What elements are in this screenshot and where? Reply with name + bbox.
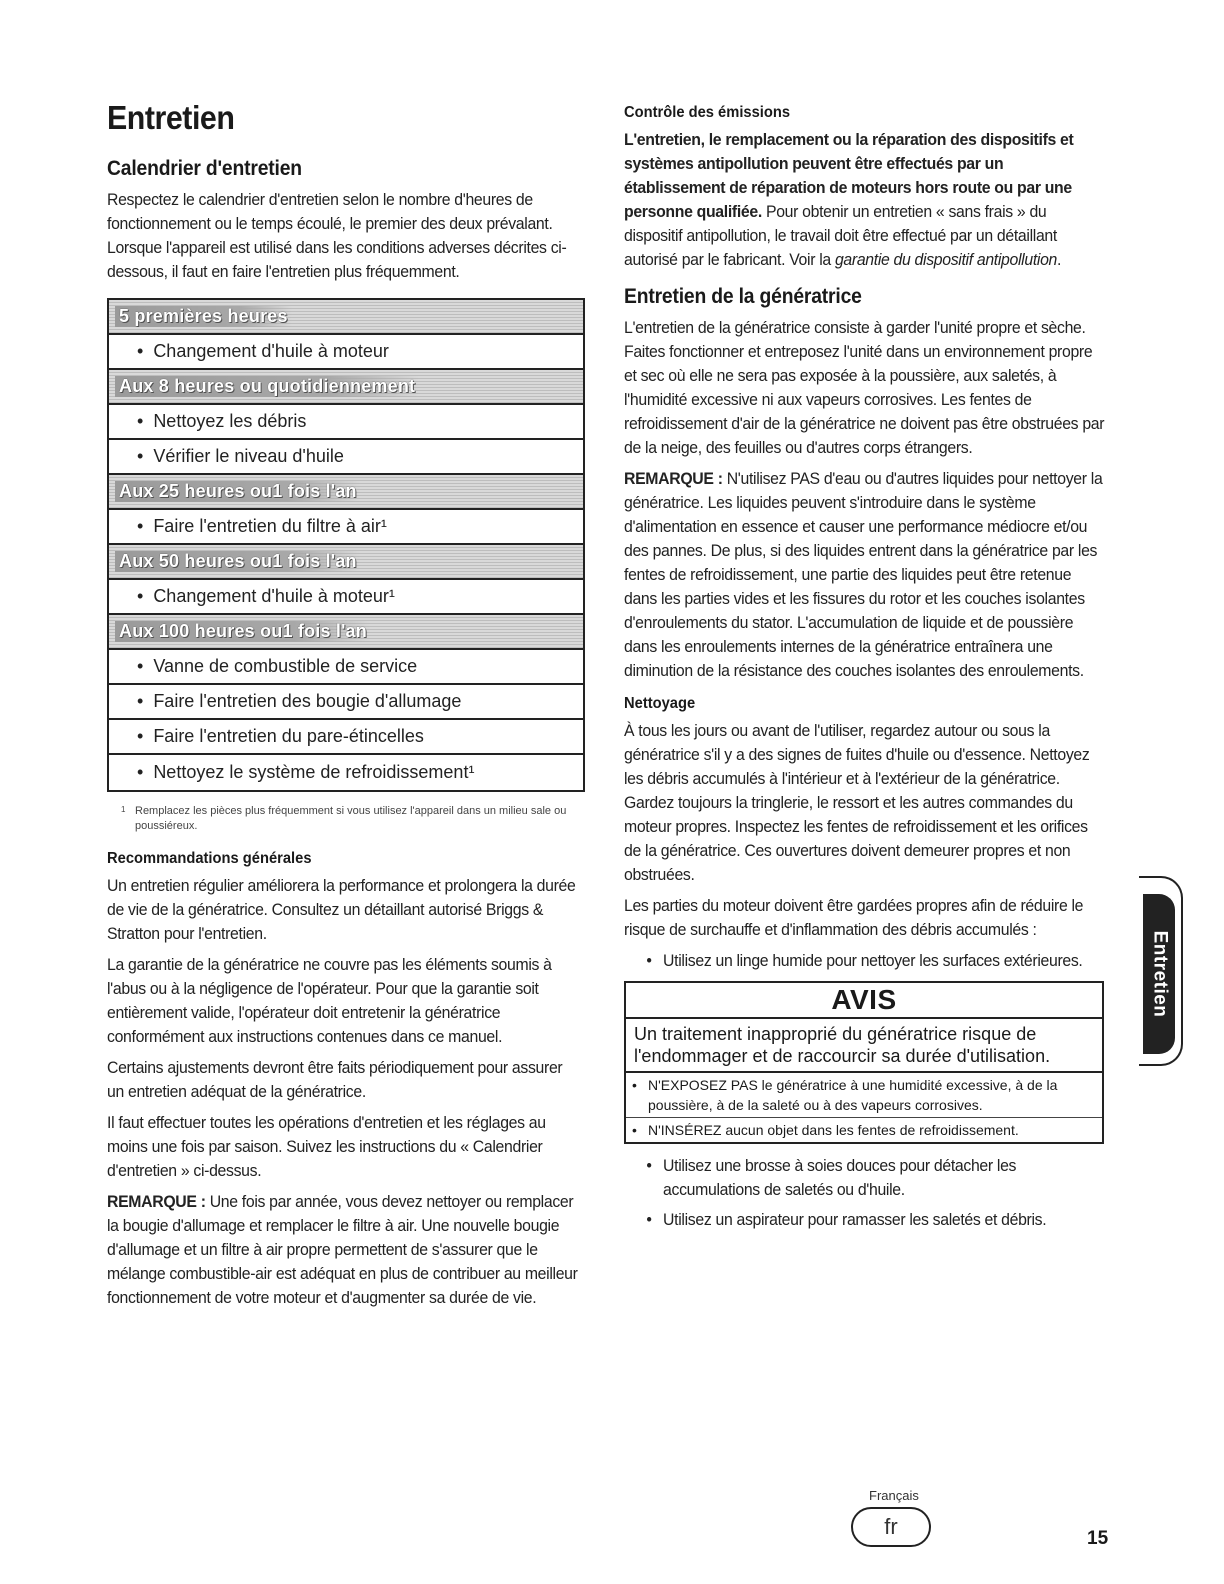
general-paragraph-2: La garantie de la génératrice ne couvre pas les éléments soumis à l'abus ou à la négligence de l'opérateur. Pour que la garantie soit entièrement valide, l'opérateur doit entretenir la génératrice conformément aux instructions contenues dans ce manuel. xyxy=(107,955,552,1046)
notice-item: • N'EXPOSEZ PAS le génératrice à une humidité excessive, à de la poussière, à de la saleté ou à des vapeurs corrosives. xyxy=(626,1073,1102,1118)
generator-paragraph: L'entretien de la génératrice consiste à garder l'unité propre et sèche. Faites fonctionner et entreposez l'unité dans un environnement propre et sec où elle ne sera pas exposée à la poussière, aux saletés, à l'humidité excessive ni aux vapeurs corrosives. Les fentes de refroidissement d'air de la génératrice ne doivent pas être obstruées par de la neige, des feuilles ou d'autres corps étrangers. xyxy=(624,318,1105,457)
note-label: REMARQUE : xyxy=(624,469,723,488)
note-label: REMARQUE : xyxy=(107,1192,206,1211)
cleaning-paragraph-1: À tous les jours ou avant de l'utiliser, regardez autour ou sous la génératrice s'il y a des signes de fuites d'huile ou d'essence. Nettoyez les débris accumulés à l'intérieur et à l'extérieur de la génératrice. Gardez toujours la tringlerie, le ressort et les autres commandes du moteur propres. Inspectez les fentes de refroidissement et les orifices de la génératrice. Ces ouvertures doivent demeurer propres et non obstruées. xyxy=(624,721,1090,884)
schedule-item: • Changement d'huile à moteur xyxy=(109,335,583,370)
page-number: 15 xyxy=(1087,1528,1109,1549)
cleaning-bullet: • Utilisez un aspirateur pour ramasser les saletés et débris. xyxy=(624,1208,1106,1232)
notice-box xyxy=(624,981,1104,1144)
schedule-header-100h: Aux 100 heures ou1 fois l'an xyxy=(109,615,583,650)
emissions-heading: Contrôle des émissions xyxy=(624,104,791,121)
schedule-heading: Calendrier d'entretien xyxy=(107,157,302,180)
general-recommendations-heading: Recommandations générales xyxy=(107,850,312,867)
cleaning-heading: Nettoyage xyxy=(624,695,696,712)
right-column xyxy=(624,102,1108,1238)
schedule-intro: Respectez le calendrier d'entretien selon le nombre d'heures de fonctionnement ou le temps écoulé, le premier des deux prévalant. Lorsque l'appareil est utilisé dans les conditions adverses décrites ci-dessous, il faut en faire l'entretien plus fréquemment. xyxy=(107,190,567,281)
schedule-footnote: 1 Remplacez les pièces plus fréquemment si vous utilisez l'appareil dans un milieu sale ou poussiéreux. xyxy=(121,804,585,834)
general-note: REMARQUE : Une fois par année, vous devez nettoyer ou remplacer la bougie d'allumage et remplacer le filtre à air. Une nouvelle bougie d'allumage et un filtre à air propre permettent de s'assurer que le mélange combustible-air est adéquat en plus de contribuer au meilleur fonctionnement de votre moteur et d'augmenter sa durée de vie. xyxy=(107,1192,578,1307)
language-label: Français xyxy=(869,1488,919,1503)
schedule-item: • Vanne de combustible de service xyxy=(109,650,583,685)
schedule-header-25h: Aux 25 heures ou1 fois l'an xyxy=(109,475,583,510)
notice-item: • N'INSÉREZ aucun objet dans les fentes de refroidissement. xyxy=(626,1118,1102,1142)
schedule-item: • Faire l'entretien des bougie d'allumage xyxy=(109,685,583,720)
side-tab-label: Entretien xyxy=(1149,930,1171,1018)
section-side-tab xyxy=(1139,876,1183,1066)
cleaning-bullet: • Utilisez une brosse à soies douces pour détacher les accumulations de saletés ou d'huile. xyxy=(624,1154,1106,1202)
schedule-item: • Nettoyez le système de refroidissement¹ xyxy=(109,755,583,790)
schedule-header-5h: 5 premières heures xyxy=(109,300,583,335)
page-title: Entretien xyxy=(107,99,235,136)
schedule-item: • Faire l'entretien du pare-étincelles xyxy=(109,720,583,755)
warranty-reference: garantie du dispositif antipollution xyxy=(834,250,1058,269)
general-paragraph-4: Il faut effectuer toutes les opérations d'entretien et les réglages au moins une fois par saison. Suivez les instructions du « Calendrier d'entretien » ci-dessus. xyxy=(107,1113,546,1180)
schedule-item: • Vérifier le niveau d'huile xyxy=(109,440,583,475)
schedule-item: • Nettoyez les débris xyxy=(109,405,583,440)
maintenance-schedule-table xyxy=(107,298,585,792)
general-paragraph-1: Un entretien régulier améliorera la performance et prolongera la durée de vie de la génératrice. Consultez un détaillant autorisé Briggs & Stratton pour l'entretien. xyxy=(107,876,576,943)
general-paragraph-3: Certains ajustements devront être faits périodiquement pour assurer un entretien adéquat de la génératrice. xyxy=(107,1058,563,1101)
generator-note: REMARQUE : N'utilisez PAS d'eau ou d'autres liquides pour nettoyer la génératrice. Les liquides peuvent s'introduire dans le système d'alimentation en essence et causer une performance médiocre et/ou des pannes. De plus, si des liquides entrent dans la génératrice par les fentes de refroidissement, une partie des liquides peut être retenue dans les parties vides et les fissures du rotor et les couches isolantes d'enroulements du stator. L'accumulation de liquide et de poussière dans les enroulements internes de la génératrice entraînera une diminution de la résistance des couches isolantes des enroulements. xyxy=(624,469,1103,680)
generator-maintenance-heading: Entretien de la génératrice xyxy=(624,285,862,308)
footnote-mark: 1 xyxy=(121,805,126,814)
left-column xyxy=(107,98,585,1317)
emissions-paragraph: L'entretien, le remplacement ou la réparation des dispositifs et systèmes antipollution peuvent être effectués par un établissement de réparation de moteurs hors route ou par une personne qualifiée. Pour obtenir un entretien « sans frais » du dispositif antipollution, le travail doit être effectué par un détaillant autorisé par le fabricant. Voir la garantie du dispositif antipollution. xyxy=(624,130,1074,269)
cleaning-bullet: • Utilisez un linge humide pour nettoyer les surfaces extérieures. xyxy=(624,949,1106,973)
schedule-item: • Changement d'huile à moteur¹ xyxy=(109,580,583,615)
language-badge: fr xyxy=(851,1507,931,1547)
cleaning-paragraph-2: Les parties du moteur doivent être gardées propres afin de réduire le risque de surchauffe et d'inflammation des débris accumulés : xyxy=(624,896,1084,939)
schedule-header-8h: Aux 8 heures ou quotidiennement xyxy=(109,370,583,405)
schedule-header-50h: Aux 50 heures ou1 fois l'an xyxy=(109,545,583,580)
notice-title: AVIS xyxy=(626,983,1102,1019)
schedule-item: • Faire l'entretien du filtre à air¹ xyxy=(109,510,583,545)
notice-lead: Un traitement inapproprié du génératrice risque de l'endommager et de raccourcir sa durée d'utilisation. xyxy=(626,1019,1102,1073)
